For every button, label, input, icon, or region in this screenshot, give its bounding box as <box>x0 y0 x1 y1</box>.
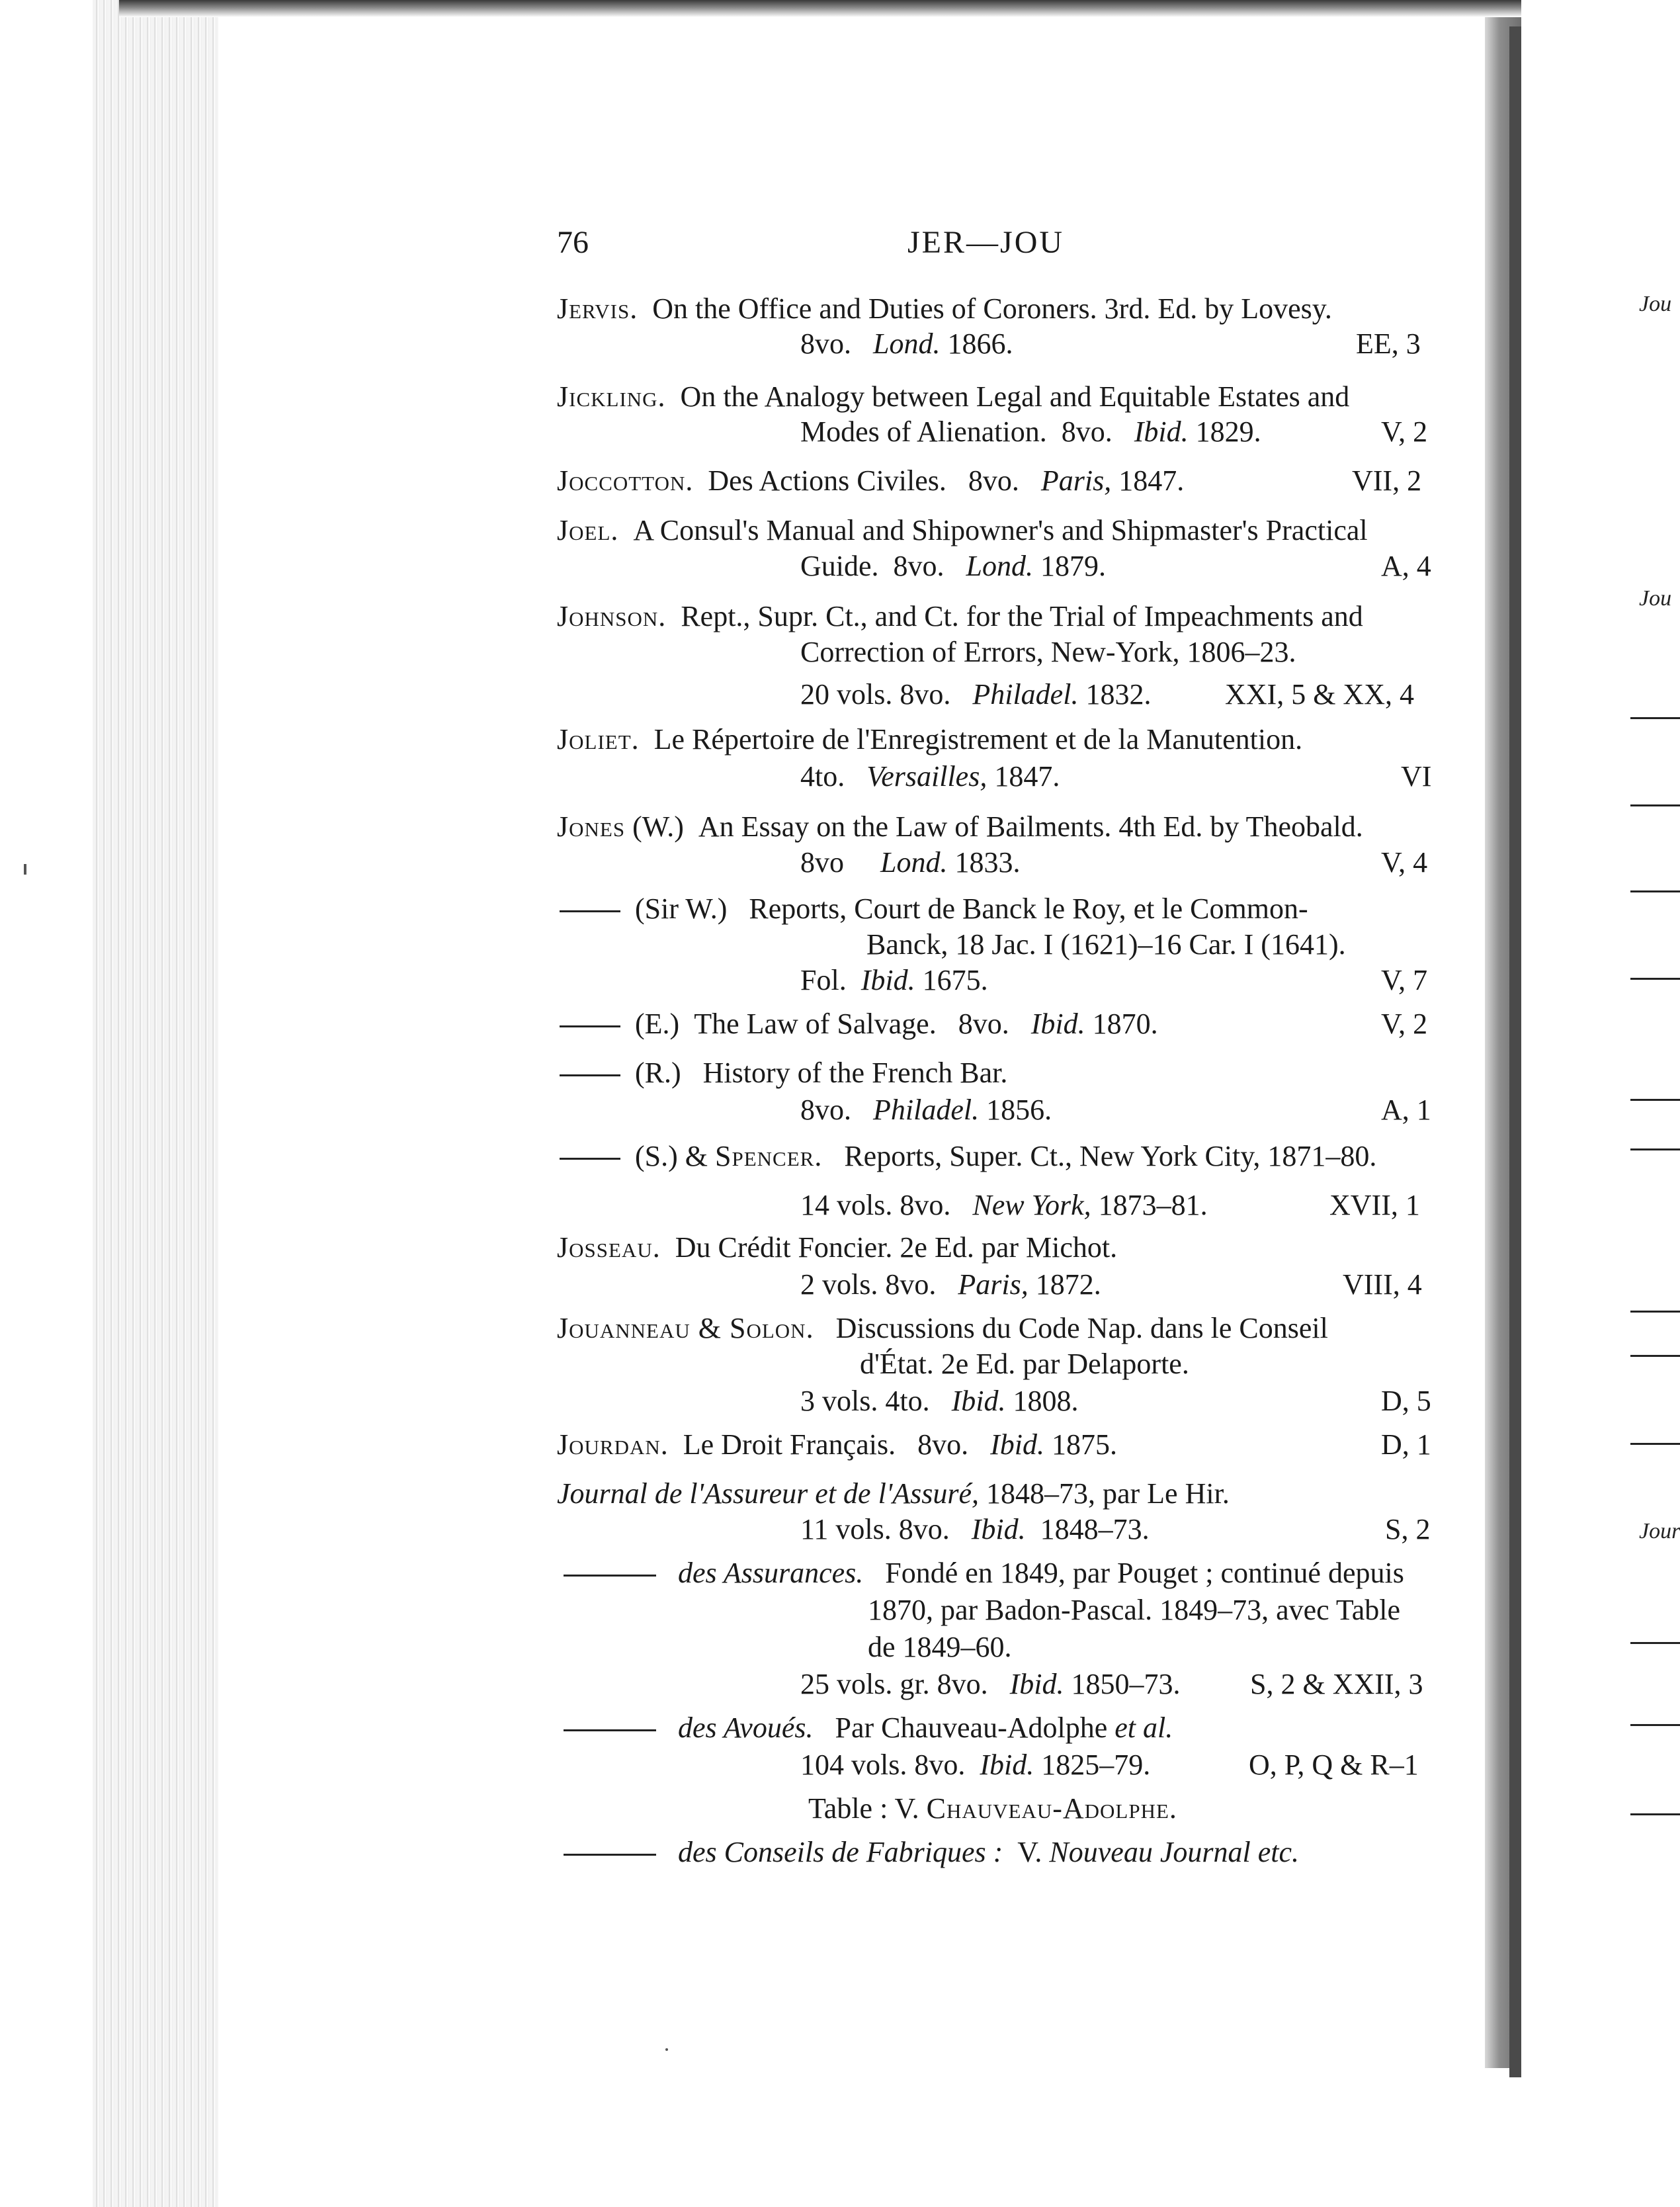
entry-jones-sir-w-line1 <box>560 894 1308 924</box>
title-cont: Par Chauveau-Adolphe <box>835 1711 1108 1744</box>
shelf-mark: XVII, 1 <box>1329 1189 1420 1221</box>
entry-journal-avoues-table-ref <box>808 1794 1177 1823</box>
title: Des Actions Civiles. <box>708 464 946 497</box>
entry-journal-assurances-imprint <box>800 1670 1180 1699</box>
scan-speck <box>24 864 26 875</box>
author: Jervis. <box>557 292 638 325</box>
year: 1847. <box>1118 464 1185 497</box>
shelf-mark: VII, 2 <box>1352 464 1422 497</box>
year: 1875. <box>1051 1428 1117 1461</box>
author: Jickling. <box>557 380 666 413</box>
entry-jones-w-line1 <box>557 812 1363 842</box>
year: 1832. <box>1085 678 1152 711</box>
title: Le Droit Français. <box>683 1428 896 1461</box>
place: Ibid. <box>861 964 915 996</box>
place: Lond. <box>873 327 941 360</box>
format: 8vo. <box>800 327 851 360</box>
title: Le Répertoire de l'Enregistrement et de la Manutention. <box>653 723 1303 756</box>
coauthor: Spencer. <box>715 1140 823 1172</box>
shelf-mark: V, 2 <box>1381 1008 1428 1040</box>
facing-page-word: Jour <box>1639 1519 1680 1543</box>
author: Joliet. <box>557 723 640 756</box>
year: 1848–73. <box>1040 1513 1150 1545</box>
entry-johnson-line1 <box>557 602 1363 631</box>
format: 25 vols. gr. 8vo. <box>800 1668 988 1700</box>
entry-journal-avoues-imprint <box>800 1751 1150 1780</box>
entry-jouanneau-imprint <box>800 1387 1078 1416</box>
entry-jickling-line1 <box>557 382 1349 411</box>
shelf-mark: V, 2 <box>1381 415 1428 448</box>
facing-page-dash <box>1630 804 1680 806</box>
title: des Avoués. <box>678 1711 814 1744</box>
title-cont: 1848–73, par Le Hir. <box>986 1477 1230 1510</box>
ditto-dash <box>564 1854 656 1856</box>
running-head: JER—JOU <box>907 225 1065 260</box>
ditto-dash <box>564 1575 656 1577</box>
entry-joccotton <box>557 466 1184 496</box>
entry-joliet-line1 <box>557 725 1302 754</box>
page-number: 76 <box>557 225 589 260</box>
year: 1879. <box>1040 550 1107 582</box>
et-al: et al. <box>1114 1711 1173 1744</box>
format: 8vo. <box>893 550 945 582</box>
entry-journal-assureur-line1 <box>557 1479 1230 1508</box>
entry-jervis-imprint <box>800 329 1013 359</box>
scan-speck <box>665 2048 668 2051</box>
format: 8vo. <box>968 464 1019 497</box>
see-prefix: V. <box>1017 1836 1042 1868</box>
title: An Essay on the Law of Bailments. 4th Ed. by Theobald. <box>698 810 1363 843</box>
title: On the Analogy between Legal and Equitable Estates and <box>680 380 1350 413</box>
author: Jouanneau & Solon. <box>557 1312 814 1344</box>
entry-journal-avoues-line1 <box>564 1713 1173 1743</box>
ditto-dash <box>560 1074 620 1076</box>
place: Philadel. <box>873 1094 980 1126</box>
facing-page-dash <box>1630 717 1680 719</box>
facing-page-dash <box>1630 1724 1680 1726</box>
shelf-mark: V, 4 <box>1381 846 1428 879</box>
shelf-mark: EE, 3 <box>1356 327 1421 360</box>
entry-jones-e <box>560 1010 1158 1039</box>
entry-josseau-line1 <box>557 1233 1117 1262</box>
facing-page-dash <box>1630 890 1680 892</box>
format: 8vo. <box>800 1094 851 1126</box>
entry-joliet-imprint <box>800 762 1060 791</box>
author: Joccotton. <box>557 464 694 497</box>
entry-journal-assureur-imprint <box>800 1515 1150 1544</box>
ditto-dash <box>560 1158 620 1160</box>
format: 8vo. <box>1061 415 1113 448</box>
entry-jourdan <box>557 1430 1117 1459</box>
entry-josseau-imprint <box>800 1270 1101 1299</box>
shelf-mark: VIII, 4 <box>1343 1268 1422 1301</box>
place: Ibid. <box>951 1385 1006 1417</box>
year: 1872. <box>1035 1268 1101 1301</box>
title: A Consul's Manual and Shipowner's and Shipmaster's Practical <box>633 514 1368 546</box>
shelf-mark: S, 2 & XXII, 3 <box>1250 1668 1423 1700</box>
qualifier: (E.) <box>635 1008 680 1040</box>
entry-journal-assurances-line3: de 1849–60. <box>868 1631 1012 1663</box>
entry-joel-line2 <box>800 552 1106 581</box>
format: 104 vols. 8vo. <box>800 1749 966 1781</box>
place: Philadel. <box>972 678 1079 711</box>
shelf-mark: XXI, 5 & XX, 4 <box>1225 678 1414 711</box>
format: Fol. <box>800 964 847 996</box>
shelf-mark: D, 1 <box>1381 1428 1431 1461</box>
facing-page-dash <box>1630 1099 1680 1101</box>
shelf-mark: S, 2 <box>1385 1513 1431 1545</box>
place: Ibid. <box>980 1749 1034 1781</box>
title: des Conseils de Fabriques : <box>678 1836 1003 1868</box>
cross-reference: Chauveau-Adolphe. <box>926 1792 1177 1825</box>
title: Reports, Super. Ct., New York City, 1871–80. <box>844 1140 1377 1172</box>
format: 4to. <box>800 760 845 793</box>
facing-page-dash <box>1630 1355 1680 1357</box>
place: Versailles, <box>866 760 987 793</box>
entry-journal-conseils <box>564 1838 1299 1867</box>
place: Ibid. <box>1009 1668 1064 1700</box>
shelf-mark: O, P, Q & R–1 <box>1249 1749 1419 1781</box>
entry-johnson-imprint <box>800 680 1151 709</box>
title-cont: Modes of Alienation. <box>800 415 1047 448</box>
entry-journal-assurances-line2: 1870, par Badon-Pascal. 1849–73, avec Table <box>868 1594 1400 1626</box>
ditto-dash <box>560 910 620 912</box>
entry-jones-sir-w-imprint <box>800 966 988 995</box>
qualifier: (R.) <box>635 1057 681 1089</box>
format: 20 vols. 8vo. <box>800 678 951 711</box>
format: 11 vols. 8vo. <box>800 1513 950 1545</box>
format: 2 vols. 8vo. <box>800 1268 937 1301</box>
entry-jickling-line2 <box>800 417 1261 447</box>
entry-jones-w-imprint <box>800 848 1020 877</box>
facing-page-word: Jou <box>1639 586 1672 611</box>
qualifier: (W.) <box>632 810 684 843</box>
format: 8vo <box>800 846 844 879</box>
table-prefix: Table : V. <box>808 1792 927 1825</box>
title: History of the French Bar. <box>702 1057 1008 1089</box>
title: Du Crédit Foncier. 2e Ed. par Michot. <box>675 1231 1118 1264</box>
shelf-mark: A, 1 <box>1381 1094 1431 1126</box>
place: New York, <box>972 1189 1091 1221</box>
entry-johnson-line2: Correction of Errors, New-York, 1806–23. <box>800 636 1296 668</box>
author: Jones <box>557 810 626 843</box>
year: 1866. <box>947 327 1013 360</box>
title-cont: Fondé en 1849, par Pouget ; continué depuis <box>885 1557 1404 1589</box>
cross-reference: Nouveau Journal etc. <box>1049 1836 1299 1868</box>
facing-page-dash <box>1630 1148 1680 1150</box>
title-cont: Guide. <box>800 550 879 582</box>
facing-page-word: Jou <box>1639 292 1672 316</box>
book-gutter-shadow <box>1509 26 1521 2077</box>
format: 8vo. <box>917 1428 969 1461</box>
page-edge-stack <box>93 0 218 2207</box>
place: Paris, <box>1040 464 1112 497</box>
shelf-mark: V, 7 <box>1381 964 1428 996</box>
facing-page-dash <box>1630 1311 1680 1313</box>
place: Lond. <box>966 550 1034 582</box>
year: 1675. <box>922 964 988 996</box>
entry-journal-assurances-line1 <box>564 1559 1404 1588</box>
year: 1829. <box>1195 415 1261 448</box>
year: 1825–79. <box>1041 1749 1151 1781</box>
top-shadow <box>119 0 1521 17</box>
entry-jouanneau-line2: d'État. 2e Ed. par Delaporte. <box>860 1348 1189 1380</box>
author: Johnson. <box>557 600 667 632</box>
qualifier: (Sir W.) <box>635 892 728 925</box>
place: Lond. <box>880 846 948 879</box>
year: 1808. <box>1013 1385 1079 1417</box>
title: Reports, Court de Banck le Roy, et le Common- <box>749 892 1308 925</box>
entry-jones-s-line1 <box>560 1142 1376 1171</box>
entry-jervis-line1 <box>557 294 1332 324</box>
place: Ibid. <box>1030 1008 1085 1040</box>
entry-jones-s-imprint <box>800 1191 1208 1220</box>
author: Joel. <box>557 514 619 546</box>
year: 1850–73. <box>1071 1668 1181 1700</box>
facing-page-dash <box>1630 1443 1680 1445</box>
facing-page-dash <box>1630 1642 1680 1644</box>
format: 3 vols. 4to. <box>800 1385 930 1417</box>
shelf-mark: A, 4 <box>1381 550 1431 582</box>
entry-jones-sir-w-line2: Banck, 18 Jac. I (1621)–16 Car. I (1641). <box>866 928 1346 961</box>
year: 1833. <box>954 846 1021 879</box>
entry-jouanneau-line1 <box>557 1314 1328 1343</box>
entry-jones-r-line1 <box>560 1059 1007 1088</box>
title: On the Office and Duties of Coroners. 3rd. Ed. by Lovesy. <box>652 292 1332 325</box>
year: 1870. <box>1092 1008 1158 1040</box>
title: Discussions du Code Nap. dans le Conseil <box>835 1312 1328 1344</box>
title: Rept., Supr. Ct., and Ct. for the Trial of Impeachments and <box>681 600 1363 632</box>
place: Ibid. <box>1134 415 1189 448</box>
author: Josseau. <box>557 1231 661 1264</box>
place: Paris, <box>958 1268 1029 1301</box>
ditto-dash <box>564 1729 656 1731</box>
facing-page-dash <box>1630 978 1680 980</box>
place: Ibid. <box>990 1428 1044 1461</box>
ditto-dash <box>560 1025 620 1027</box>
year: 1847. <box>994 760 1060 793</box>
year: 1873–81. <box>1098 1189 1208 1221</box>
shelf-mark: VI <box>1401 760 1432 793</box>
facing-page <box>1521 17 1680 2207</box>
author: Jourdan. <box>557 1428 669 1461</box>
place: Ibid. <box>971 1513 1026 1545</box>
entry-jones-r-imprint <box>800 1096 1052 1125</box>
format: 14 vols. 8vo. <box>800 1189 951 1221</box>
title: des Assurances. <box>678 1557 864 1589</box>
shelf-mark: D, 5 <box>1381 1385 1431 1417</box>
format: 8vo. <box>958 1008 1009 1040</box>
title: The Law of Salvage. <box>694 1008 937 1040</box>
year: 1856. <box>986 1094 1052 1126</box>
title: Journal de l'Assureur et de l'Assuré, <box>557 1477 979 1510</box>
facing-page-dash <box>1630 1813 1680 1815</box>
entry-joel-line1 <box>557 516 1368 545</box>
qualifier: (S.) & <box>635 1140 715 1172</box>
